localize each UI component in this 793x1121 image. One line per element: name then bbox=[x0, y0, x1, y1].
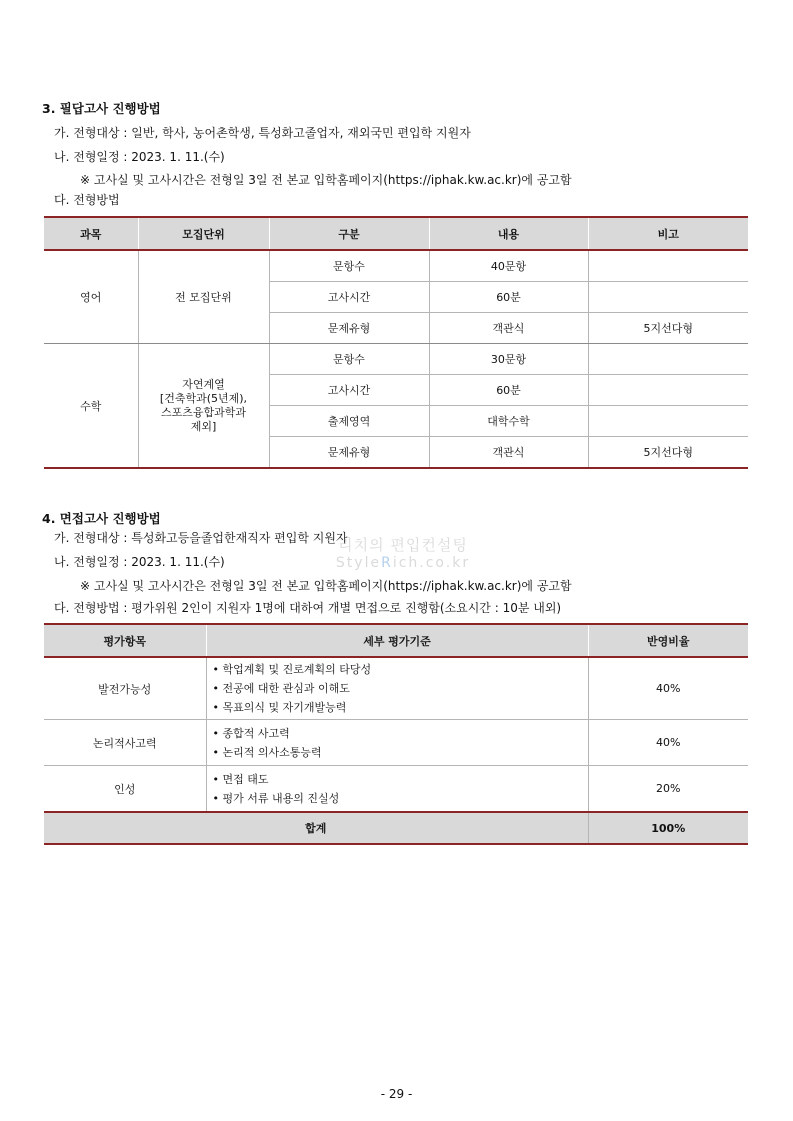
unit-math-line: 제외] bbox=[190, 419, 217, 433]
unit-math bbox=[138, 344, 269, 469]
criteria-cell bbox=[206, 766, 588, 813]
header-content: 내용 bbox=[429, 217, 588, 250]
remark-cell bbox=[588, 282, 748, 313]
remark-cell bbox=[588, 344, 748, 375]
criteria-item: • 평가 서류 내용의 진실성 bbox=[213, 789, 588, 808]
table-row bbox=[44, 657, 748, 720]
content-cell: 객관식 bbox=[429, 313, 588, 344]
header-ratio: 반영비율 bbox=[588, 624, 748, 657]
total-value: 100% bbox=[588, 812, 748, 844]
unit-math-line: [건축학과(5년제), bbox=[159, 391, 248, 405]
section4-title: 4. 면접고사 진행방법 bbox=[42, 511, 161, 526]
watermark-line1: 리치의 편입컨설팅 bbox=[338, 536, 468, 554]
section4-date: 나. 전형일정 : 2023. 1. 11.(수) bbox=[54, 555, 225, 569]
section4-note: ※ 고사실 및 고사시간은 전형일 3일 전 본교 입학홈페이지(https://iphak.kw.ac.kr)에 공고함 bbox=[80, 579, 572, 593]
section3-note: ※ 고사실 및 고사시간은 전형일 3일 전 본교 입학홈페이지(https://iphak.kw.ac.kr)에 공고함 bbox=[80, 173, 572, 187]
remark-cell bbox=[588, 406, 748, 437]
watermark-text: Style bbox=[335, 555, 382, 571]
watermark-line2 bbox=[328, 555, 478, 571]
content-cell: 60분 bbox=[429, 282, 588, 313]
watermark bbox=[328, 534, 478, 571]
ratio-cell: 20% bbox=[588, 766, 748, 813]
criteria-cell bbox=[206, 657, 588, 720]
header-subject: 과목 bbox=[44, 217, 138, 250]
ratio-cell: 40% bbox=[588, 720, 748, 766]
kind-cell: 문항수 bbox=[269, 344, 429, 375]
kind-cell: 고사시간 bbox=[269, 282, 429, 313]
section3-date: 나. 전형일정 : 2023. 1. 11.(수) bbox=[54, 150, 225, 164]
header-item: 평가항목 bbox=[44, 624, 206, 657]
remark-cell: 5지선다형 bbox=[588, 437, 748, 469]
unit-math-line: 자연계열 bbox=[182, 377, 225, 391]
written-exam-table bbox=[44, 216, 748, 469]
kind-cell: 문제유형 bbox=[269, 437, 429, 469]
total-label: 합계 bbox=[44, 812, 588, 844]
item-cell: 발전가능성 bbox=[44, 657, 206, 720]
table-row bbox=[44, 250, 748, 282]
content-cell: 대학수학 bbox=[429, 406, 588, 437]
page-number: - 29 - bbox=[380, 1087, 413, 1101]
section3-method: 다. 전형방법 bbox=[54, 193, 120, 207]
watermark-text: ich.co.kr bbox=[392, 555, 471, 571]
section3-title: 3. 필답고사 진행방법 bbox=[42, 101, 161, 116]
header-unit: 모집단위 bbox=[138, 217, 269, 250]
ratio-cell: 40% bbox=[588, 657, 748, 720]
content-cell: 60분 bbox=[429, 375, 588, 406]
criteria-item: • 학업계획 및 진로계획의 타당성 bbox=[213, 660, 588, 679]
subject-math: 수학 bbox=[44, 344, 138, 469]
kind-cell: 출제영역 bbox=[269, 406, 429, 437]
remark-cell bbox=[588, 250, 748, 282]
interview-table bbox=[44, 623, 748, 845]
table-row bbox=[44, 766, 748, 813]
unit-english: 전 모집단위 bbox=[138, 250, 269, 344]
section4-target: 가. 전형대상 : 특성화고등을졸업한재직자 편입학 지원자 bbox=[54, 531, 348, 545]
watermark-text: R bbox=[381, 555, 393, 571]
total-row bbox=[44, 812, 748, 844]
criteria-cell bbox=[206, 720, 588, 766]
table-row bbox=[44, 720, 748, 766]
content-cell: 객관식 bbox=[429, 437, 588, 469]
kind-cell: 고사시간 bbox=[269, 375, 429, 406]
kind-cell: 문항수 bbox=[269, 250, 429, 282]
item-cell: 논리적사고력 bbox=[44, 720, 206, 766]
unit-math-line: 스포츠융합과학과 bbox=[160, 405, 246, 419]
header-criteria: 세부 평가기준 bbox=[206, 624, 588, 657]
table-row bbox=[44, 344, 748, 375]
content-cell: 40문항 bbox=[429, 250, 588, 282]
subject-english: 영어 bbox=[44, 250, 138, 344]
header-kind: 구분 bbox=[269, 217, 429, 250]
header-remark: 비고 bbox=[588, 217, 748, 250]
remark-cell bbox=[588, 375, 748, 406]
criteria-item: • 전공에 대한 관심과 이해도 bbox=[213, 679, 588, 698]
criteria-item: • 종합적 사고력 bbox=[213, 724, 588, 743]
section4-method: 다. 전형방법 : 평가위원 2인이 지원자 1명에 대하여 개별 면접으로 진행함(소요시간 : 10분 내외) bbox=[54, 601, 562, 615]
kind-cell: 문제유형 bbox=[269, 313, 429, 344]
item-cell: 인성 bbox=[44, 766, 206, 813]
content-cell: 30문항 bbox=[429, 344, 588, 375]
section3-target: 가. 전형대상 : 일반, 학사, 농어촌학생, 특성화고졸업자, 재외국민 편입학 지원자 bbox=[54, 126, 471, 140]
criteria-item: • 면접 태도 bbox=[213, 770, 588, 789]
remark-cell: 5지선다형 bbox=[588, 313, 748, 344]
criteria-item: • 목표의식 및 자기개발능력 bbox=[213, 698, 588, 717]
criteria-item: • 논리적 의사소통능력 bbox=[213, 743, 588, 762]
